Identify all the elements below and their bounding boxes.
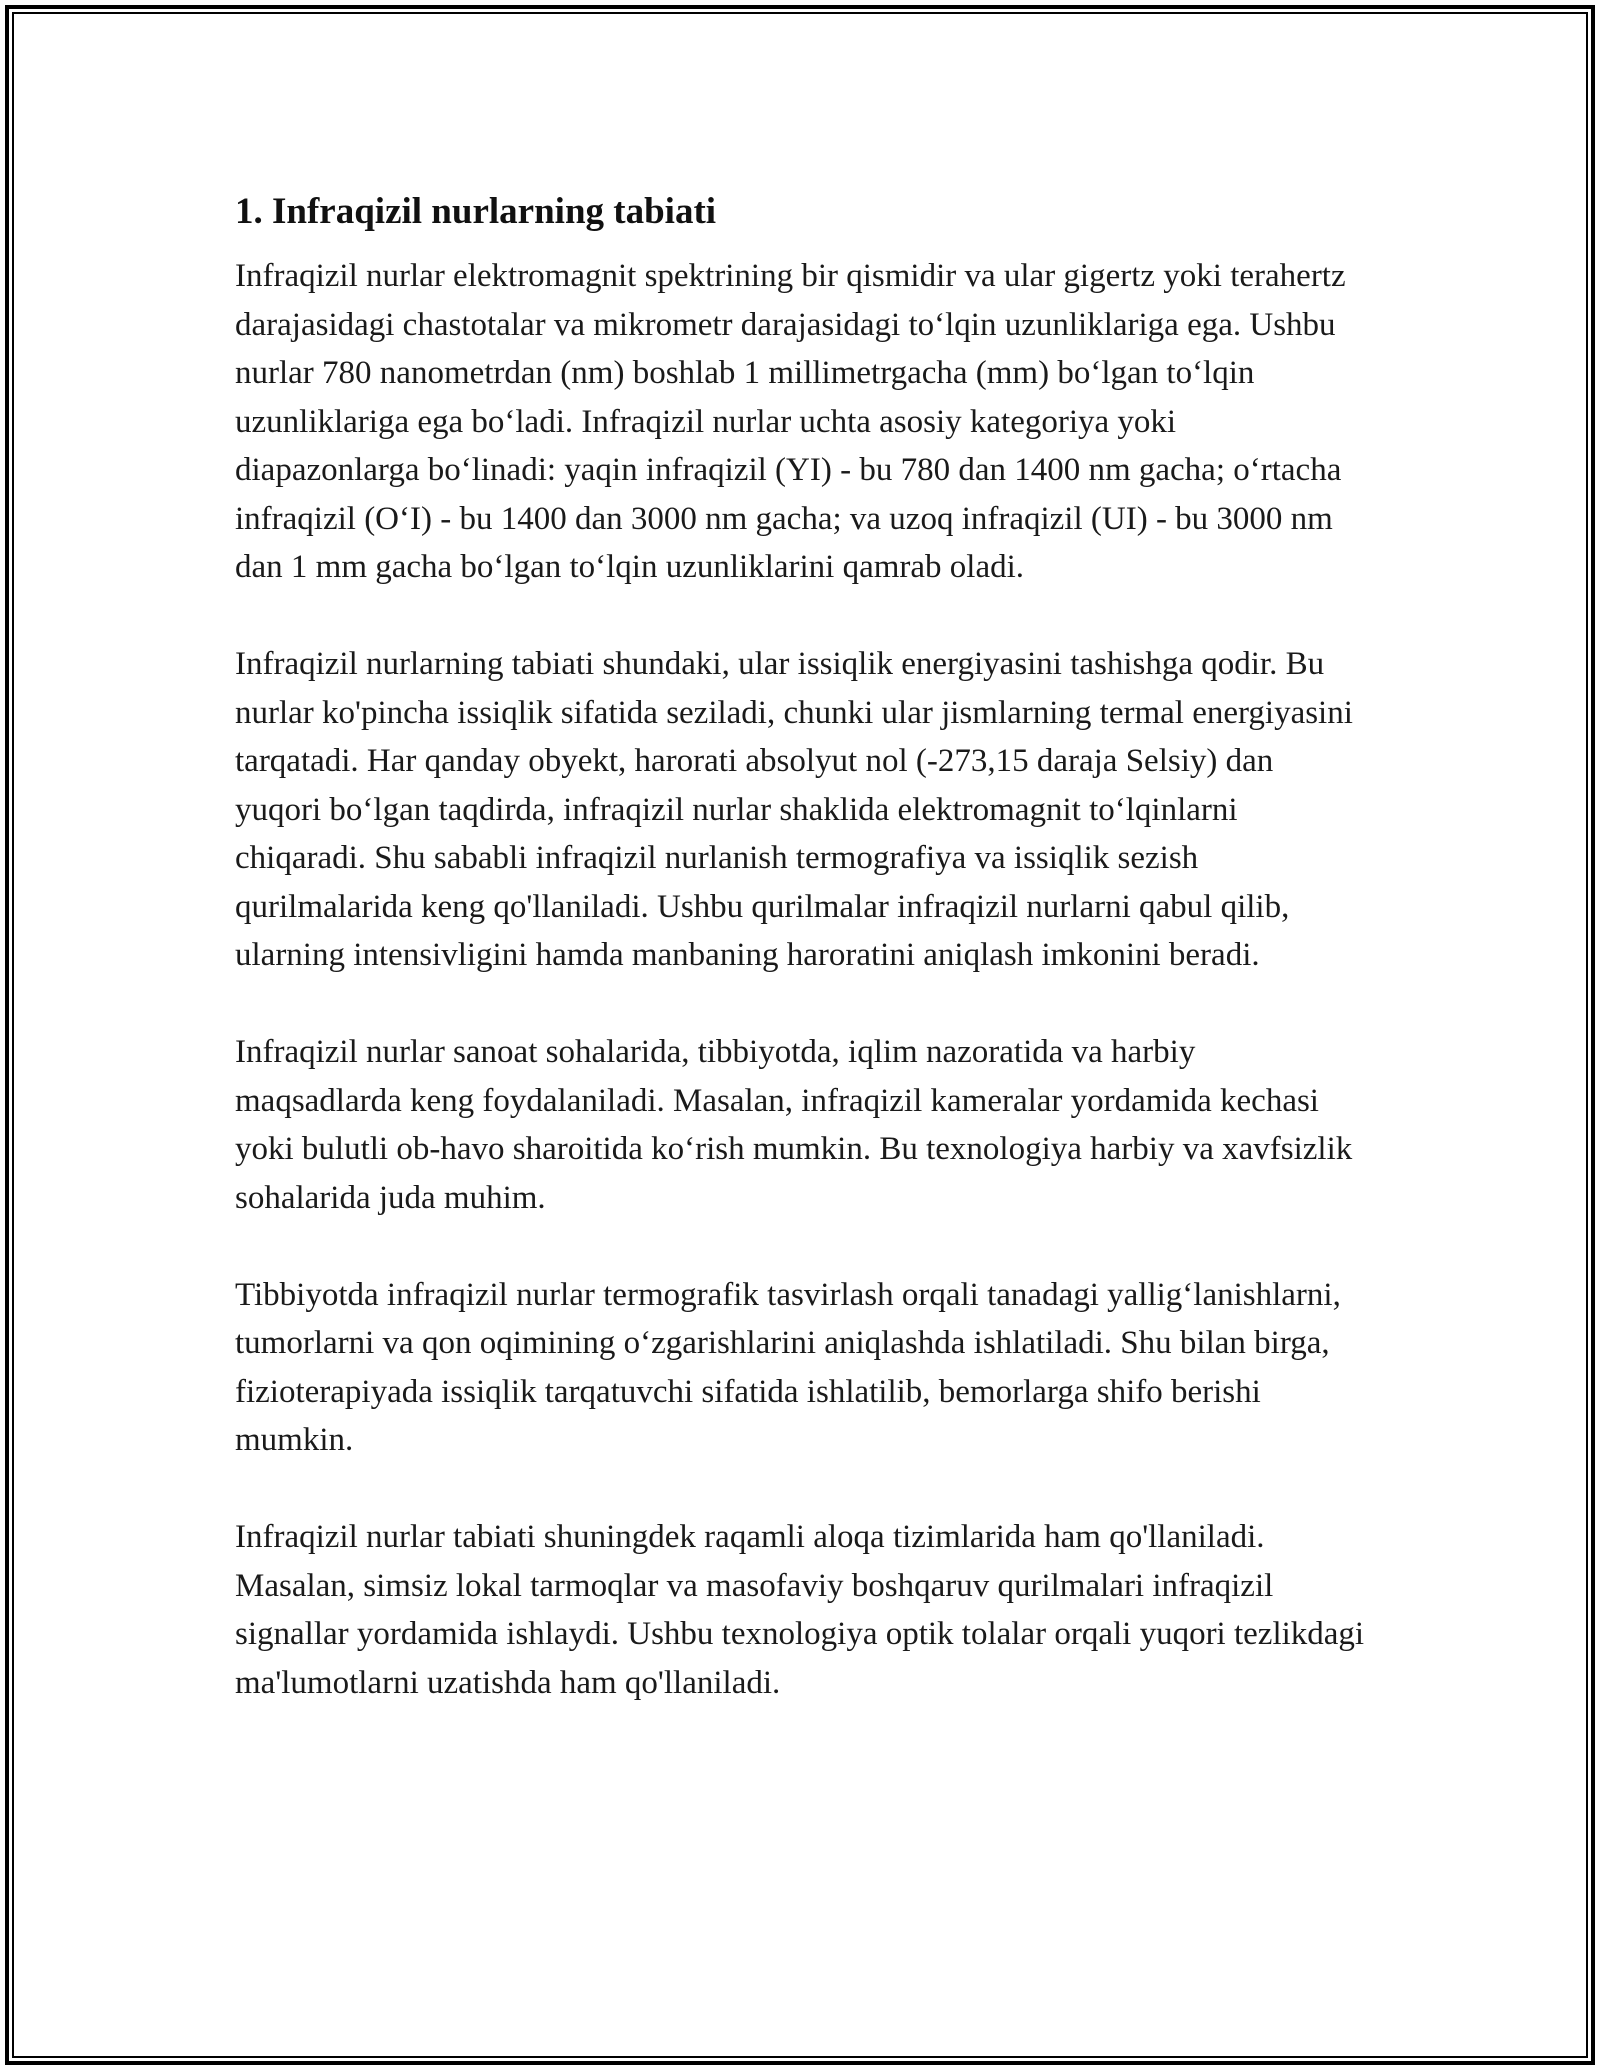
paragraph-2: Infraqizil nurlarning tabiati shundaki, ular issiqlik energiyasini tashishga qodir. Bu nurlar ko'pincha issiqlik sifatida seziladi, chunki ular jismlarning termal energiyasini tarqatadi. Har qanday obyekt, harorati absolyut nol (-273,15 daraja Selsiy) dan yuqori bo‘lgan taqdirda, infraqizil nurlar shaklida elektromagnit to‘lqinlarni chiqaradi. Shu sababli infraqizil nurlanish termografiya va issiqlik sezish qurilmalarida keng qo'llaniladi. Ushbu qurilmalar infraqizil nurlarni qabul qilib, ularning intensivligini hamda manbaning haroratini aniqlash imkonini beradi. [235,646,1353,973]
paragraph-3: Infraqizil nurlar sanoat sohalarida, tibbiyotda, iqlim nazoratida va harbiy maqsadlarda keng foydalaniladi. Masalan, infraqizil kameralar yordamida kechasi yoki bulutli ob-havo sharoitida ko‘rish mumkin. Bu texnologiya harbiy va xavfsizlik sohalarida juda muhim. [235,1034,1353,1216]
paragraph-5: Infraqizil nurlar tabiati shuningdek raqamli aloqa tizimlarida ham qo'llaniladi. Masalan, simsiz lokal tarmoqlar va masofaviy boshqaruv qurilmalari infraqizil signallar yordamida ishlaydi. Ushbu texnologiya optik tolalar orqali yuqori tezlikdagi ma'lumotlarni uzatishda ham qo'llaniladi. [235,1519,1365,1701]
paragraph-4: Tibbiyotda infraqizil nurlar termografik tasvirlash orqali tanadagi yallig‘lanishlarni, tumorlarni va qon oqimining o‘zgarishlarini aniqlashda ishlatiladi. Shu bilan birga, fizioterapiyada issiqlik tarqatuvchi sifatida ishlatilib, bemorlarga shifo berishi mumkin. [235,1276,1341,1458]
paragraph-1: Infraqizil nurlar elektromagnit spektrining bir qismidir va ular gigertz yoki terahertz darajasidagi chastotalar va mikrometr darajasidagi to‘lqin uzunliklariga ega. Ushbu nurlar 780 nanometrdan (nm) boshlab 1 millimetrgacha (mm) bo‘lgan to‘lqin uzunliklariga ega bo‘ladi. Infraqizil nurlar uchta asosiy kategoriya yoki diapazonlarga bo‘linadi: yaqin infraqizil (YI) - bu 780 dan 1400 nm gacha; o‘rtacha infraqizil (O‘I) - bu 1400 dan 3000 nm gacha; va uzoq infraqizil (UI) - bu 3000 nm dan 1 mm gacha bo‘lgan to‘lqin uzunliklarini qamrab oladi. [235,258,1346,585]
document-body [235,186,1365,1756]
section-heading: 1. Infraqizil nurlarning tabiati [235,191,717,232]
